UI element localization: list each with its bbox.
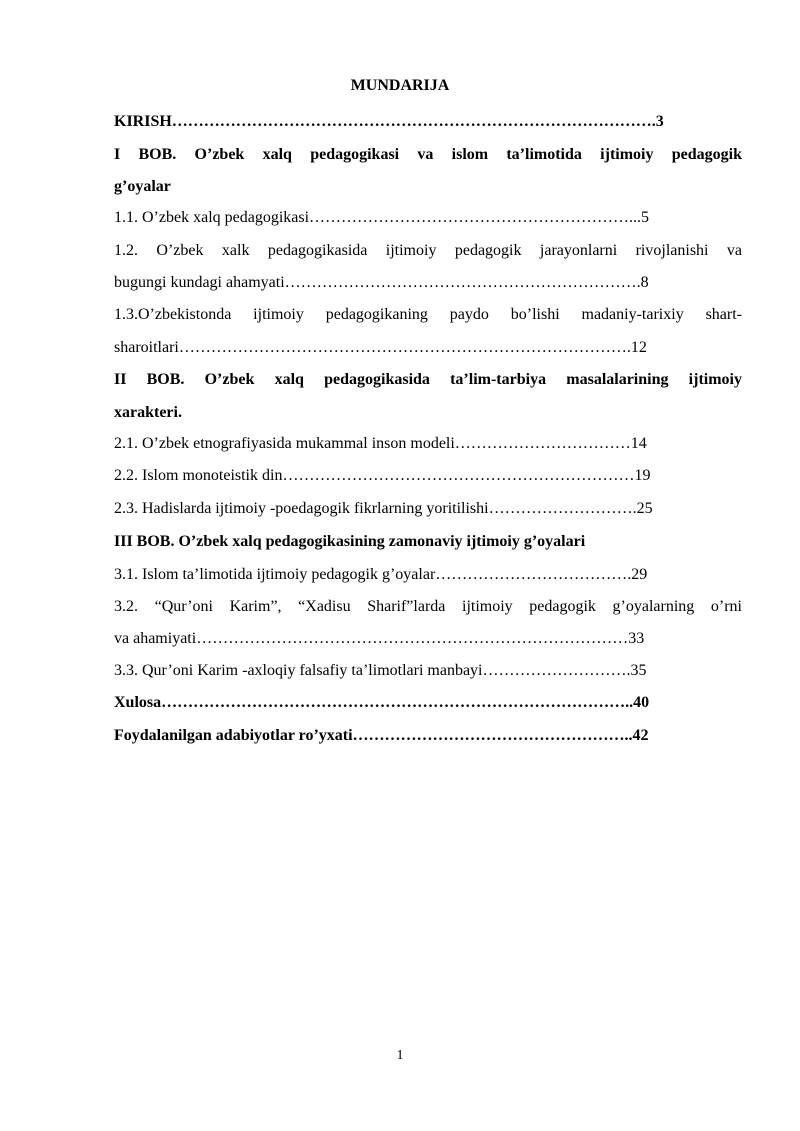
toc-chapter-1-title: I BOB. O’zbek xalq pedagogikasi va islom ta’limotida ijtimoiy pedagogik	[114, 146, 742, 163]
toc-entry-2-2: 2.2. Islom monoteistik din…………………………………………………………19	[114, 467, 651, 484]
toc-entry-1-3: 1.3.O’zbekistonda ijtimoiy pedagogikaning paydo bo’lishi madaniy-tarixiy shart-	[114, 306, 742, 323]
page-title: MUNDARIJA	[350, 77, 450, 94]
toc-entry-kirish: KIRISH……………………………………………………………………………….3	[114, 113, 664, 130]
toc-entry-xulosa: Xulosa……………………………………………………………………………..40	[114, 694, 650, 711]
toc-entry-3-2-cont: va ahamiyati………………………………………………………………………33	[114, 630, 645, 647]
toc-chapter-2-title: II BOB. O’zbek xalq pedagogikasida ta’lim-tarbiya masalalarining ijtimoiy	[114, 371, 742, 388]
toc-entry-1-3-cont: sharoitlari………………………………………………………………………….12	[114, 339, 647, 356]
toc-entry-3-2: 3.2. “Qur’oni Karim”, “Xadisu Sharif”larda ijtimoiy pedagogik g’oyalarning o’rni	[114, 598, 742, 615]
toc-entry-3-1: 3.1. Islom ta’limotida ijtimoiy pedagogik g’oyalar……………………………….29	[114, 566, 648, 583]
toc-entry-3-3: 3.3. Qur’oni Karim -axloqiy falsafiy ta’limotlari manbayi……………………….35	[114, 662, 647, 679]
toc-entry-2-1: 2.1. O’zbek etnografiyasida mukammal inson modeli……………………………14	[114, 435, 647, 452]
toc-entry-1-2: 1.2. O’zbek xalk pedagogikasida ijtimoiy pedagogik jarayonlarni rivojlanishi va	[114, 242, 742, 259]
toc-entry-1-2-cont: bugungi kundagi ahamyati………………………………………………………….8	[114, 274, 649, 291]
toc-entry-1-1: 1.1. O’zbek xalq pedagogikasi……………………………………………………...5	[114, 209, 650, 226]
toc-chapter-1-title-cont: g’oyalar	[114, 178, 171, 195]
toc-chapter-2-title-cont: xarakteri.	[114, 404, 182, 421]
toc-entry-2-3: 2.3. Hadislarda ijtimoiy -poedagogik fikrlarning yoritilishi……………………….25	[114, 500, 653, 517]
page-number: 1	[396, 1048, 404, 1063]
toc-entry-adabiyotlar: Foydalanilgan adabiyotlar ro’yxati……………………………………………..42	[114, 727, 649, 744]
toc-chapter-3-title: III BOB. O’zbek xalq pedagogikasining zamonaviy ijtimoiy g’oyalari	[114, 533, 586, 550]
